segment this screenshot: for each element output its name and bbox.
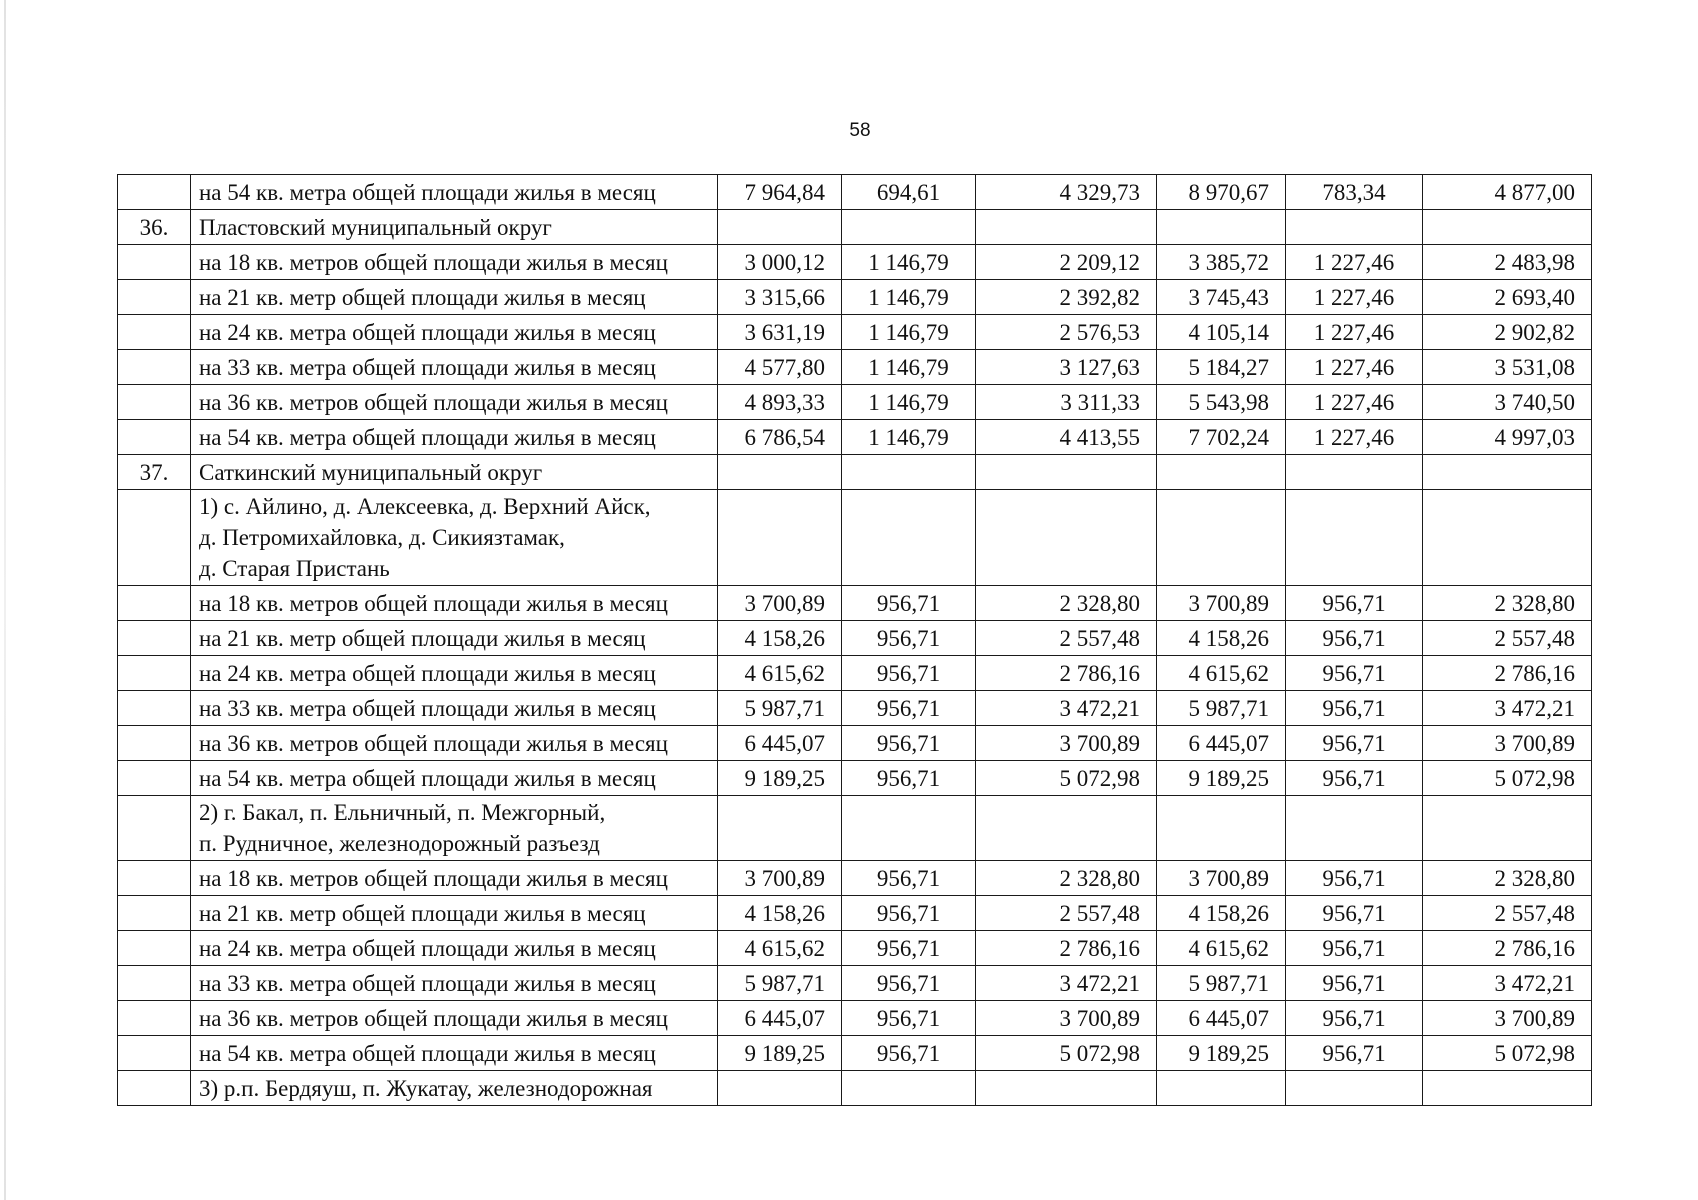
value-cell-5: 956,71 [1286,761,1423,796]
description-cell: на 54 кв. метра общей площади жилья в месяц [191,761,718,796]
row-number-cell [118,1001,191,1036]
value-cell-1: 9 189,25 [718,761,842,796]
table-row [118,175,1592,210]
description-cell: на 21 кв. метр общей площади жилья в месяц [191,280,718,315]
table-row [118,490,1592,586]
value-cell-3: 3 700,89 [976,726,1157,761]
value-cell-6 [1423,796,1592,861]
value-cell-4: 3 385,72 [1157,245,1286,280]
value-cell-6: 2 786,16 [1423,931,1592,966]
value-cell-2 [842,210,976,245]
value-cell-3: 4 329,73 [976,175,1157,210]
value-cell-3: 3 127,63 [976,350,1157,385]
value-cell-5: 956,71 [1286,621,1423,656]
value-cell-2 [842,455,976,490]
value-cell-1: 3 631,19 [718,315,842,350]
value-cell-6: 4 997,03 [1423,420,1592,455]
table-row [118,385,1592,420]
value-cell-1: 3 700,89 [718,586,842,621]
value-cell-4: 5 987,71 [1157,691,1286,726]
value-cell-4: 8 970,67 [1157,175,1286,210]
value-cell-5 [1286,1071,1423,1106]
table-row [118,1001,1592,1036]
row-number-cell: 36. [118,210,191,245]
table-row [118,245,1592,280]
table-row [118,586,1592,621]
value-cell-2: 956,71 [842,1036,976,1071]
value-cell-5: 956,71 [1286,896,1423,931]
table-row [118,896,1592,931]
value-cell-6: 2 786,16 [1423,656,1592,691]
value-cell-1: 4 158,26 [718,896,842,931]
value-cell-5: 956,71 [1286,931,1423,966]
value-cell-2 [842,1071,976,1106]
value-cell-5 [1286,210,1423,245]
value-cell-2: 956,71 [842,726,976,761]
description-cell: Пластовский муниципальный округ [191,210,718,245]
description-cell: Саткинский муниципальный округ [191,455,718,490]
value-cell-3: 2 209,12 [976,245,1157,280]
value-cell-1: 6 786,54 [718,420,842,455]
value-cell-6: 2 557,48 [1423,896,1592,931]
row-number-cell [118,621,191,656]
value-cell-2: 956,71 [842,861,976,896]
row-number-cell [118,245,191,280]
value-cell-1: 4 158,26 [718,621,842,656]
value-cell-4: 4 158,26 [1157,621,1286,656]
description-cell: на 24 кв. метра общей площади жилья в месяц [191,315,718,350]
table-row [118,350,1592,385]
description-cell: на 18 кв. метров общей площади жилья в месяц [191,245,718,280]
value-cell-5 [1286,455,1423,490]
row-number-cell [118,761,191,796]
value-cell-4 [1157,1071,1286,1106]
value-cell-1: 3 315,66 [718,280,842,315]
value-cell-6: 2 693,40 [1423,280,1592,315]
value-cell-4: 4 158,26 [1157,896,1286,931]
value-cell-5: 956,71 [1286,1001,1423,1036]
value-cell-2: 956,71 [842,586,976,621]
value-cell-1: 3 700,89 [718,861,842,896]
table-row [118,761,1592,796]
row-number-cell [118,385,191,420]
value-cell-5: 956,71 [1286,656,1423,691]
description-cell: на 18 кв. метров общей площади жилья в месяц [191,586,718,621]
value-cell-1 [718,796,842,861]
description-cell: на 33 кв. метра общей площади жилья в месяц [191,966,718,1001]
value-cell-2: 956,71 [842,966,976,1001]
value-cell-2: 956,71 [842,1001,976,1036]
description-cell: 1) с. Айлино, д. Алексеевка, д. Верхний Айск, д. Петромихайловка, д. Сикиязтамак, д. Старая Пристань [191,490,718,586]
value-cell-3: 2 576,53 [976,315,1157,350]
value-cell-4: 5 184,27 [1157,350,1286,385]
value-cell-6: 4 877,00 [1423,175,1592,210]
value-cell-1 [718,490,842,586]
row-number-cell [118,896,191,931]
value-cell-1 [718,210,842,245]
value-cell-4 [1157,455,1286,490]
value-cell-3: 3 700,89 [976,1001,1157,1036]
value-cell-3: 5 072,98 [976,761,1157,796]
table-row [118,726,1592,761]
value-cell-2: 694,61 [842,175,976,210]
value-cell-6: 3 472,21 [1423,691,1592,726]
description-cell: на 36 кв. метров общей площади жилья в месяц [191,726,718,761]
value-cell-3: 5 072,98 [976,1036,1157,1071]
description-cell: на 54 кв. метра общей площади жилья в месяц [191,175,718,210]
value-cell-3 [976,455,1157,490]
value-cell-3 [976,1071,1157,1106]
description-cell: на 33 кв. метра общей площади жилья в месяц [191,691,718,726]
row-number-cell [118,280,191,315]
value-cell-1: 4 615,62 [718,656,842,691]
row-number-cell [118,315,191,350]
value-cell-3: 2 392,82 [976,280,1157,315]
value-cell-4: 5 543,98 [1157,385,1286,420]
value-cell-1: 5 987,71 [718,966,842,1001]
table-row [118,1071,1592,1106]
table-row [118,966,1592,1001]
description-cell: на 24 кв. метра общей площади жилья в месяц [191,931,718,966]
value-cell-3: 2 557,48 [976,896,1157,931]
row-number-cell [118,175,191,210]
value-cell-1: 4 577,80 [718,350,842,385]
value-cell-5: 1 227,46 [1286,350,1423,385]
value-cell-6: 3 700,89 [1423,1001,1592,1036]
row-number-cell [118,350,191,385]
value-cell-5: 1 227,46 [1286,420,1423,455]
tariff-table [117,174,1592,1106]
value-cell-3: 3 472,21 [976,966,1157,1001]
value-cell-3 [976,210,1157,245]
value-cell-2 [842,490,976,586]
value-cell-3: 2 557,48 [976,621,1157,656]
value-cell-3: 3 311,33 [976,385,1157,420]
row-number-cell [118,861,191,896]
table-row [118,796,1592,861]
description-cell: на 21 кв. метр общей площади жилья в месяц [191,621,718,656]
value-cell-6: 5 072,98 [1423,761,1592,796]
value-cell-6 [1423,210,1592,245]
value-cell-2: 956,71 [842,621,976,656]
value-cell-3: 4 413,55 [976,420,1157,455]
value-cell-1: 5 987,71 [718,691,842,726]
value-cell-5: 956,71 [1286,966,1423,1001]
value-cell-5: 1 227,46 [1286,280,1423,315]
row-number-cell [118,1036,191,1071]
value-cell-5: 956,71 [1286,726,1423,761]
table-row [118,656,1592,691]
value-cell-4 [1157,490,1286,586]
table-row [118,621,1592,656]
description-cell: 3) р.п. Бердяуш, п. Жукатау, железнодорожная [191,1071,718,1106]
value-cell-3: 2 786,16 [976,656,1157,691]
value-cell-6: 2 902,82 [1423,315,1592,350]
table-row [118,315,1592,350]
value-cell-6: 2 328,80 [1423,861,1592,896]
row-number-cell [118,796,191,861]
value-cell-2: 956,71 [842,691,976,726]
table-row [118,691,1592,726]
description-cell: на 18 кв. метров общей площади жилья в месяц [191,861,718,896]
value-cell-4: 4 615,62 [1157,656,1286,691]
value-cell-2: 956,71 [842,656,976,691]
value-cell-5: 1 227,46 [1286,385,1423,420]
value-cell-6: 5 072,98 [1423,1036,1592,1071]
value-cell-6: 2 328,80 [1423,586,1592,621]
value-cell-3: 3 472,21 [976,691,1157,726]
page-number: 58 [849,120,871,141]
value-cell-3: 2 328,80 [976,861,1157,896]
table-row [118,931,1592,966]
value-cell-5: 783,34 [1286,175,1423,210]
table-row [118,1036,1592,1071]
value-cell-1: 6 445,07 [718,1001,842,1036]
value-cell-1: 4 893,33 [718,385,842,420]
scan-edge [4,0,6,1200]
value-cell-2 [842,796,976,861]
description-cell: на 33 кв. метра общей площади жилья в месяц [191,350,718,385]
value-cell-1: 3 000,12 [718,245,842,280]
description-cell: 2) г. Бакал, п. Ельничный, п. Межгорный, п. Рудничное, железнодорожный разъезд [191,796,718,861]
value-cell-4: 9 189,25 [1157,761,1286,796]
value-cell-4: 4 615,62 [1157,931,1286,966]
value-cell-1: 6 445,07 [718,726,842,761]
value-cell-5: 956,71 [1286,691,1423,726]
value-cell-6 [1423,1071,1592,1106]
value-cell-2: 1 146,79 [842,280,976,315]
row-number-cell [118,691,191,726]
value-cell-5: 956,71 [1286,586,1423,621]
value-cell-6 [1423,455,1592,490]
row-number-cell [118,586,191,621]
value-cell-4: 3 700,89 [1157,861,1286,896]
description-cell: на 54 кв. метра общей площади жилья в месяц [191,420,718,455]
description-cell: на 21 кв. метр общей площади жилья в месяц [191,896,718,931]
value-cell-5: 1 227,46 [1286,315,1423,350]
value-cell-3: 2 786,16 [976,931,1157,966]
value-cell-1: 7 964,84 [718,175,842,210]
row-number-cell [118,726,191,761]
value-cell-2: 1 146,79 [842,350,976,385]
value-cell-2: 1 146,79 [842,420,976,455]
value-cell-5 [1286,796,1423,861]
value-cell-2: 1 146,79 [842,385,976,420]
value-cell-4: 5 987,71 [1157,966,1286,1001]
value-cell-5 [1286,490,1423,586]
description-cell: на 54 кв. метра общей площади жилья в месяц [191,1036,718,1071]
value-cell-1: 4 615,62 [718,931,842,966]
table-row [118,210,1592,245]
value-cell-6: 2 557,48 [1423,621,1592,656]
description-cell: на 36 кв. метров общей площади жилья в месяц [191,1001,718,1036]
value-cell-1 [718,1071,842,1106]
value-cell-4: 3 745,43 [1157,280,1286,315]
row-number-cell: 37. [118,455,191,490]
value-cell-4: 7 702,24 [1157,420,1286,455]
description-cell: на 24 кв. метра общей площади жилья в месяц [191,656,718,691]
value-cell-6: 2 483,98 [1423,245,1592,280]
row-number-cell [118,1071,191,1106]
value-cell-3: 2 328,80 [976,586,1157,621]
table-row [118,861,1592,896]
description-cell: на 36 кв. метров общей площади жилья в месяц [191,385,718,420]
value-cell-3 [976,490,1157,586]
value-cell-5: 956,71 [1286,1036,1423,1071]
value-cell-4 [1157,796,1286,861]
row-number-cell [118,656,191,691]
row-number-cell [118,966,191,1001]
table-body [118,175,1592,1106]
value-cell-1: 9 189,25 [718,1036,842,1071]
value-cell-6 [1423,490,1592,586]
value-cell-4: 6 445,07 [1157,1001,1286,1036]
table-row [118,455,1592,490]
value-cell-6: 3 700,89 [1423,726,1592,761]
row-number-cell [118,931,191,966]
value-cell-5: 956,71 [1286,861,1423,896]
table-row [118,280,1592,315]
row-number-cell [118,490,191,586]
row-number-cell [118,420,191,455]
value-cell-2: 956,71 [842,931,976,966]
table-row [118,420,1592,455]
value-cell-6: 3 740,50 [1423,385,1592,420]
value-cell-4: 4 105,14 [1157,315,1286,350]
value-cell-2: 1 146,79 [842,315,976,350]
value-cell-2: 1 146,79 [842,245,976,280]
value-cell-1 [718,455,842,490]
value-cell-6: 3 472,21 [1423,966,1592,1001]
value-cell-5: 1 227,46 [1286,245,1423,280]
value-cell-2: 956,71 [842,896,976,931]
value-cell-4: 6 445,07 [1157,726,1286,761]
value-cell-4: 3 700,89 [1157,586,1286,621]
value-cell-4 [1157,210,1286,245]
value-cell-4: 9 189,25 [1157,1036,1286,1071]
value-cell-6: 3 531,08 [1423,350,1592,385]
value-cell-3 [976,796,1157,861]
value-cell-2: 956,71 [842,761,976,796]
